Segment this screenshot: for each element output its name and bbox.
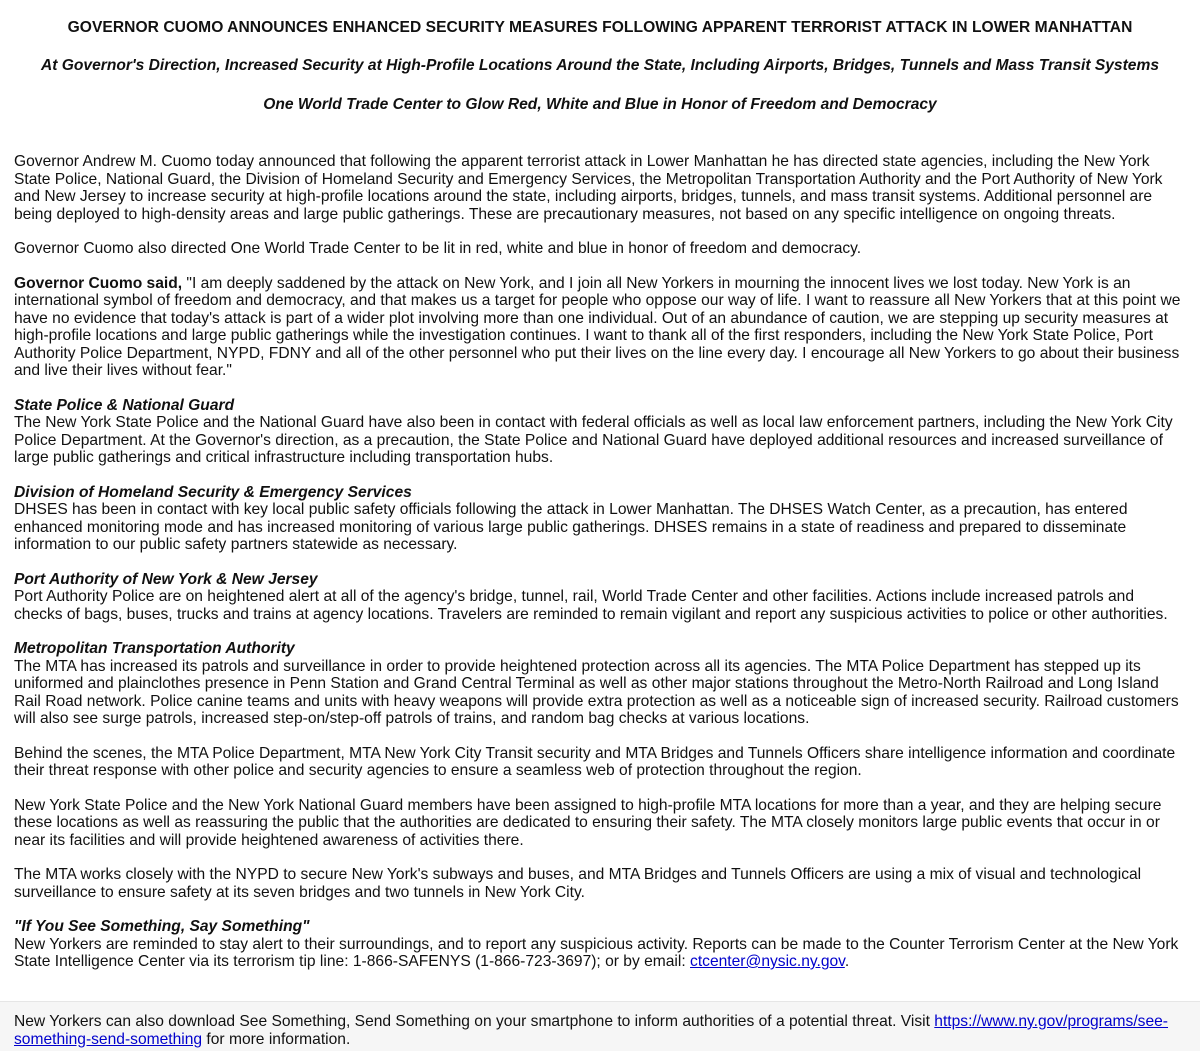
section-text: New Yorkers are reminded to stay alert to their surroundings, and to report any suspicious activity. Reports can be made to the Counter Terrorism Center at the New York State Intelligence Center via its terrorism tip line: 1-866-SAFENYS (1-866-723-3697); or by email:	[14, 935, 1179, 970]
subtitle-wtc: One World Trade Center to Glow Red, White and Blue in Honor of Freedom and Democracy	[263, 96, 937, 113]
quote-lead: Governor Cuomo said,	[14, 274, 183, 292]
see-something-link[interactable]: https://www.ny.gov/programs/see-something-send-something	[14, 1013, 1169, 1048]
section-text: The MTA has increased its patrols and surveillance in order to provide heightened protection across all its agencies. The MTA Police Department has stepped up its uniformed and plainclothes presence in Penn Station and Grand Central Terminal as well as other major stations throughout the Metro-North Railroad and Long Island Rail Road network. Police canine teams and units with heavy weapons will provide extra protection as well as a noticeable sign of increased security. Railroad customers will also see surge patrols, increased step-on/step-off patrols of trains, and random bag checks at various locations.	[14, 657, 1179, 727]
section-text: The New York State Police and the National Guard have also been in contact with federal officials as well as local law enforcement partners, including the New York City Police Department. At the Governor's direction, as a precaution, the State Police and National Guard have deployed additional resources and increased surveillance of large public gatherings and critical infrastructure including transportation hubs.	[14, 414, 1173, 466]
section-port-authority	[14, 571, 1186, 624]
section-state-police	[14, 397, 1186, 467]
mta-paragraph-2: Behind the scenes, the MTA Police Department, MTA New York City Transit security and MTA Bridges and Tunnels Officers share intelligence information and coordinate their threat response with other police and security agencies to ensure a seamless web of protection throughout the region.	[14, 744, 1176, 779]
section-title: Division of Homeland Security & Emergency Services	[14, 483, 412, 501]
subtitle-security: At Governor's Direction, Increased Security at High-Profile Locations Around the State, Including Airports, Bridges, Tunnels and Mass Transit Systems	[40, 57, 1160, 74]
quote-paragraph	[14, 275, 1186, 380]
mta-paragraph-4: The MTA works closely with the NYPD to secure New York's subways and buses, and MTA Bridges and Tunnels Officers are using a mix of visual and technological surveillance to ensure safety at its seven bridges and two tunnels in New York City.	[14, 866, 1142, 901]
section-title: State Police & National Guard	[14, 396, 235, 414]
section-dhses	[14, 484, 1186, 554]
section-mta	[14, 640, 1186, 728]
footer-end: for more information.	[202, 1030, 351, 1048]
section-title: "If You See Something, Say Something"	[14, 918, 310, 935]
section-text-end: .	[844, 953, 850, 970]
headline-block	[0, 0, 1200, 115]
footer-lead: New Yorkers can also download See Something, Send Something on your smartphone to inform authorities of a potential threat. Visit	[14, 1013, 935, 1030]
section-see-something	[14, 918, 1186, 971]
mta-paragraph-3: New York State Police and the New York National Guard members have been assigned to high-profile MTA locations for more than a year, and they are helping secure these locations as well as reassuring the public that the authorities are dedicated to ensuring their safety. The MTA closely monitors large public events that occur in or near its facilities and will provide heightened awareness of activities there.	[14, 796, 1162, 849]
footer-bar	[0, 1001, 1200, 1051]
section-title: Port Authority of New York & New Jersey	[14, 570, 318, 588]
email-link[interactable]: ctcenter@nysic.ny.gov	[690, 953, 845, 970]
intro-paragraph: Governor Andrew M. Cuomo today announced that following the apparent terrorist attack in Lower Manhattan he has directed state agencies, including the New York State Police, National Guard, the Division of Homeland Security and Emergency Services, the Metropolitan Transportation Authority and the Port Authority of New York and New Jersey to increase security at high-profile locations around the state, including airports, bridges, tunnels, and mass transit systems. Additional personnel are being deployed to high-density areas and large public gatherings. These are precautionary measures, not based on any specific intelligence on ongoing threats.	[14, 153, 1163, 223]
article-body	[0, 153, 1200, 971]
quote-text: "I am deeply saddened by the attack on New York, and I join all New Yorkers in mourning the innocent lives we lost today. New York is an international symbol of freedom and democracy, and that makes us a target for people who oppose our way of life. I want to reassure all New Yorkers that at this point we have no evidence that today's attack is part of a wider plot involving more than one individual. Out of an abundance of caution, we are stepping up security measures at high-profile locations and large public gatherings while the investigation continues. I want to thank all of the first responders, including the New York State Police, Port Authority Police Department, NYPD, FDNY and all of the other personnel who put their lives on the line every day. I encourage all New Yorkers to go about their business and live their lives without fear."	[14, 274, 1181, 379]
page-title: GOVERNOR CUOMO ANNOUNCES ENHANCED SECURITY MEASURES FOLLOWING APPARENT TERRORIST ATTACK IN LOWER MANHATTAN	[67, 19, 1133, 36]
footer-text	[0, 1002, 1200, 1048]
wtc-paragraph: Governor Cuomo also directed One World Trade Center to be lit in red, white and blue in honor of freedom and democracy.	[14, 240, 862, 257]
section-text: DHSES has been in contact with key local public safety officials following the attack in Lower Manhattan. The DHSES Watch Center, as a precaution, has entered enhanced monitoring mode and has increased monitoring of various large public gatherings. DHSES remains in a state of readiness and prepared to disseminate information to our public safety partners statewide as necessary.	[14, 501, 1128, 553]
section-text: Port Authority Police are on heightened alert at all of the agency's bridge, tunnel, rail, World Trade Center and other facilities. Actions include increased patrols and checks of bags, buses, trucks and trains at agency locations. Travelers are reminded to remain vigilant and report any suspicious activities to police or other authorities.	[14, 588, 1168, 623]
section-title: Metropolitan Transportation Authority	[14, 640, 295, 657]
